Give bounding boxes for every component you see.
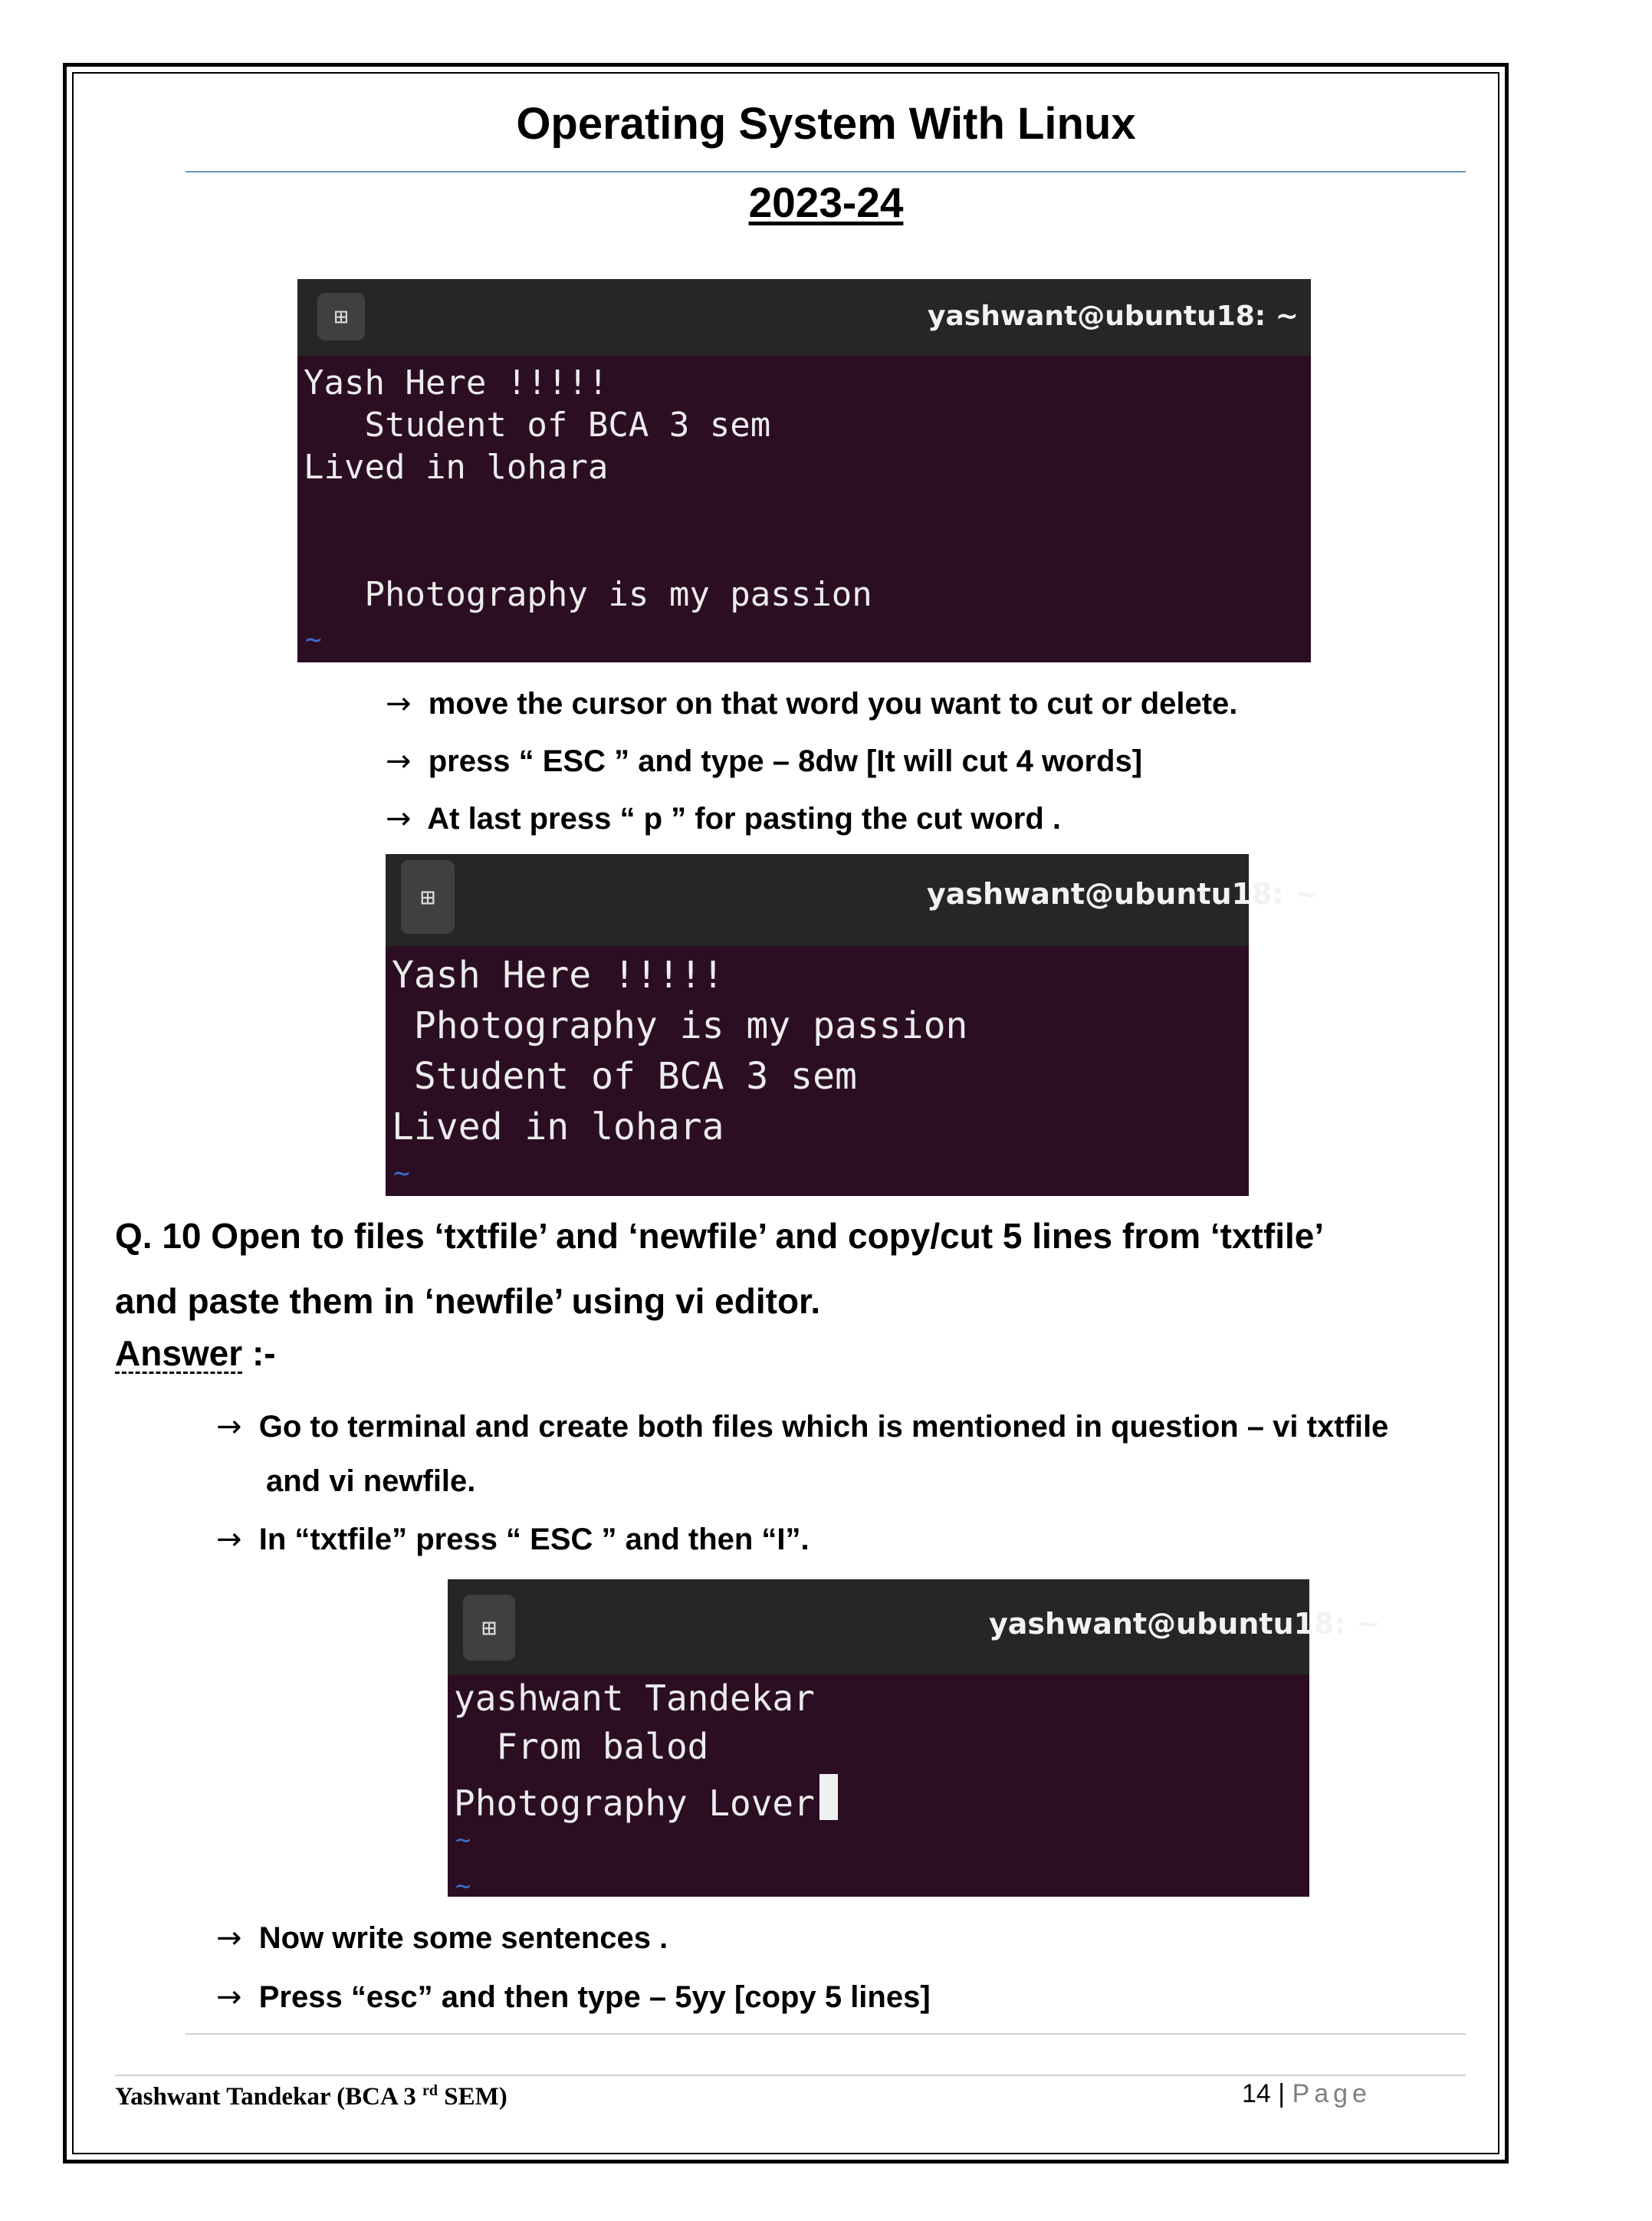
right-arrow-icon: → xyxy=(216,1409,242,1444)
terminal-tilde: ~ xyxy=(455,1871,471,1901)
step-item: → At last press “ p ” for pasting the cut word . xyxy=(386,801,1062,836)
right-arrow-icon: → xyxy=(216,1980,242,2015)
terminal-line: Photography is my passion xyxy=(392,1004,968,1047)
terminal-title: yashwant@ubuntu18: ~ xyxy=(989,1607,1381,1641)
footer-divider xyxy=(115,2075,1466,2076)
terminal-line: Yash Here !!!!! xyxy=(304,363,609,402)
right-arrow-icon: → xyxy=(386,686,412,721)
right-arrow-icon: → xyxy=(216,1522,242,1557)
footer-divider-top xyxy=(186,2033,1466,2035)
footer-author: Yashwant Tandekar (BCA 3 $^{rd}$ SEM) xyxy=(115,2082,507,2111)
terminal-titlebar xyxy=(386,854,1319,946)
document-title: Operating System With Linux xyxy=(516,99,1136,149)
answer-label: Answer xyxy=(115,1333,243,1373)
terminal-line: Student of BCA 3 sem xyxy=(304,406,771,445)
terminal-tilde: ~ xyxy=(393,1158,410,1189)
step-item: → Now write some sentences . xyxy=(216,1920,668,1956)
terminal-screenshot-3 xyxy=(448,1579,1381,1901)
terminal-titlebar xyxy=(297,279,1311,356)
step-item: → move the cursor on that word you want to cut or delete. xyxy=(386,686,1238,721)
terminal-screenshot-2 xyxy=(386,854,1319,1196)
terminal-line: Lived in lohara xyxy=(392,1106,724,1148)
document-year: 2023-24 xyxy=(748,179,904,226)
new-tab-icon[interactable]: ⊞ xyxy=(317,293,365,340)
text-cursor xyxy=(819,1774,838,1820)
question-line-2: and paste them in ‘newfile’ using vi editor. xyxy=(115,1281,821,1321)
question-line-1: Q. 10 Open to files ‘txtfile’ and ‘newfile’ and copy/cut 5 lines from ‘txtfile’ xyxy=(115,1216,1325,1256)
new-tab-icon[interactable]: ⊞ xyxy=(463,1595,515,1661)
terminal-screenshot-1 xyxy=(297,279,1311,662)
new-tab-icon[interactable]: ⊞ xyxy=(401,860,455,934)
right-arrow-icon: → xyxy=(216,1920,242,1956)
terminal-line: Photography Lover xyxy=(454,1774,838,1824)
terminal-line: Lived in lohara xyxy=(304,448,609,487)
terminal-title: yashwant@ubuntu18: ~ xyxy=(927,877,1319,911)
right-arrow-icon: → xyxy=(386,744,412,779)
terminal-title: yashwant@ubuntu18: ~ xyxy=(928,301,1299,332)
terminal-line: yashwant Tandekar xyxy=(454,1677,815,1719)
terminal-line: Yash Here !!!!! xyxy=(392,954,724,997)
terminal-line: Student of BCA 3 sem xyxy=(392,1055,857,1098)
right-arrow-icon: → xyxy=(386,801,412,836)
terminal-titlebar xyxy=(448,1579,1381,1674)
title-divider xyxy=(186,171,1466,172)
terminal-tilde: ~ xyxy=(455,1825,471,1855)
step-item-continuation: and vi newfile. xyxy=(266,1464,476,1498)
step-item: → Go to terminal and create both files which is mentioned in question – vi txtfile xyxy=(216,1409,1389,1444)
step-item: → press “ ESC ” and type – 8dw [It will cut 4 words] xyxy=(386,744,1143,779)
terminal-tilde: ~ xyxy=(305,624,322,655)
step-item: → In “txtfile” press “ ESC ” and then “I”. xyxy=(216,1522,810,1557)
terminal-line: From balod xyxy=(454,1726,709,1767)
footer-page-number: 14 | Page xyxy=(1242,2079,1371,2108)
answer-heading: Answer :- xyxy=(115,1333,276,1373)
terminal-line: Photography is my passion xyxy=(304,575,872,614)
step-item: → Press “esc” and then type – 5yy [copy 5 lines] xyxy=(216,1980,931,2015)
